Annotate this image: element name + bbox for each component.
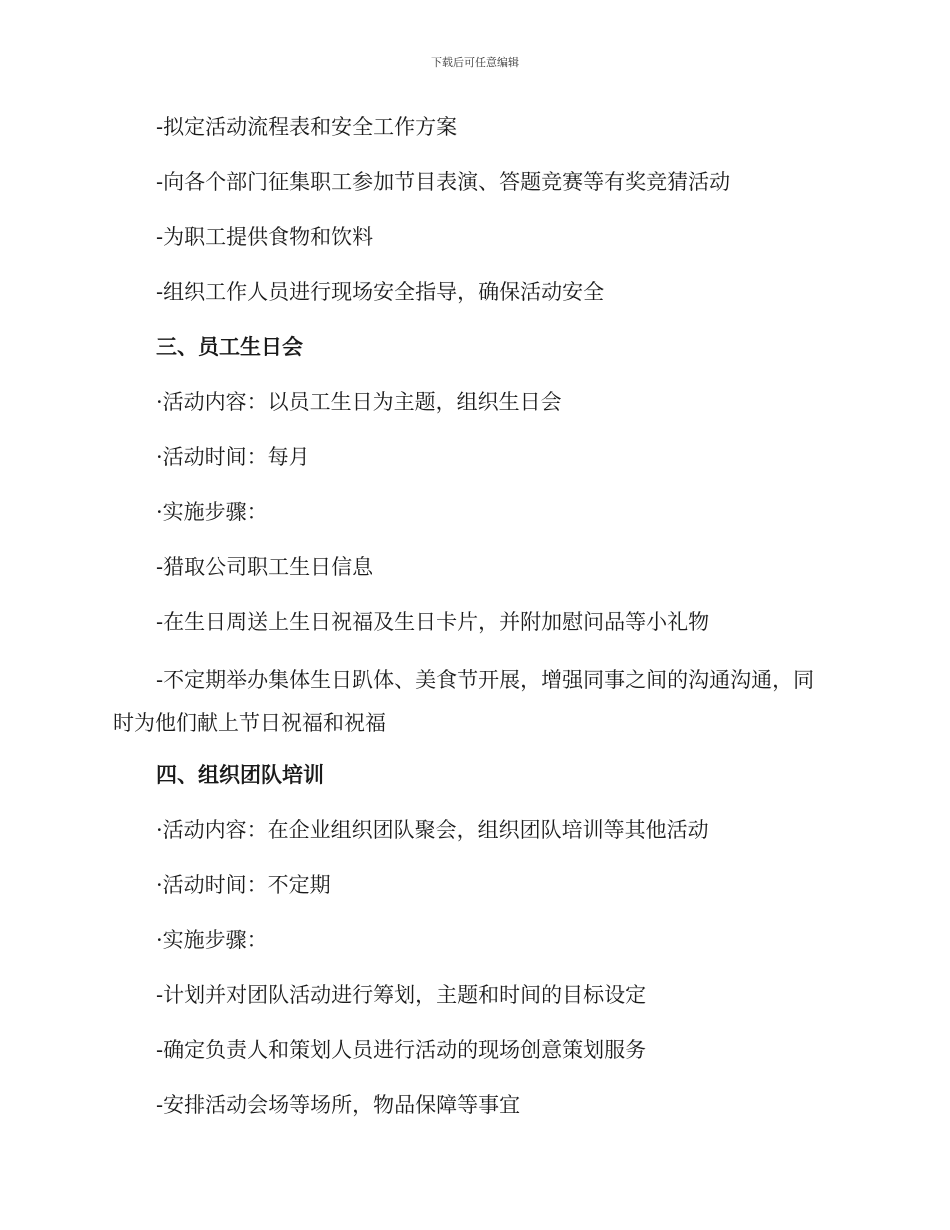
document-body <box>113 109 833 1142</box>
list-item: -确定负责人和策划人员进行活动的现场创意策划服务 <box>156 1038 647 1062</box>
paragraph: -不定期举办集体生日趴体、美食节开展，增强同事之间的沟通沟通，同时为他们献上节日祝福和祝福 <box>113 668 815 735</box>
activity-time: ·活动时间：每月 <box>156 445 310 469</box>
list-item: -在生日周送上生日祝福及生日卡片，并附加慰问品等小礼物 <box>156 610 710 634</box>
activity-content: ·活动内容：以员工生日为主题，组织生日会 <box>156 390 562 414</box>
implementation-steps-label: ·实施步骤： <box>156 928 268 952</box>
list-item: -安排活动会场等场所，物品保障等事宜 <box>156 1093 521 1117</box>
header-note: 下载后可任意编辑 <box>431 56 519 69</box>
activity-time: ·活动时间：不定期 <box>156 873 331 897</box>
section-heading-4: 四、组织团队培训 <box>156 763 324 787</box>
activity-content: ·活动内容：在企业组织团队聚会，组织团队培训等其他活动 <box>156 818 709 842</box>
implementation-steps-label: ·实施步骤： <box>156 500 268 524</box>
list-item: -组织工作人员进行现场安全指导，确保活动安全 <box>156 280 605 304</box>
list-item: -猎取公司职工生日信息 <box>156 555 374 579</box>
section-heading-3: 三、员工生日会 <box>156 335 303 359</box>
list-item: -计划并对团队活动进行筹划，主题和时间的目标设定 <box>156 983 647 1007</box>
list-item: -向各个部门征集职工参加节目表演、答题竞赛等有奖竞猜活动 <box>156 170 731 194</box>
list-item: -拟定活动流程表和安全工作方案 <box>156 115 458 139</box>
list-item: -为职工提供食物和饮料 <box>156 225 374 249</box>
